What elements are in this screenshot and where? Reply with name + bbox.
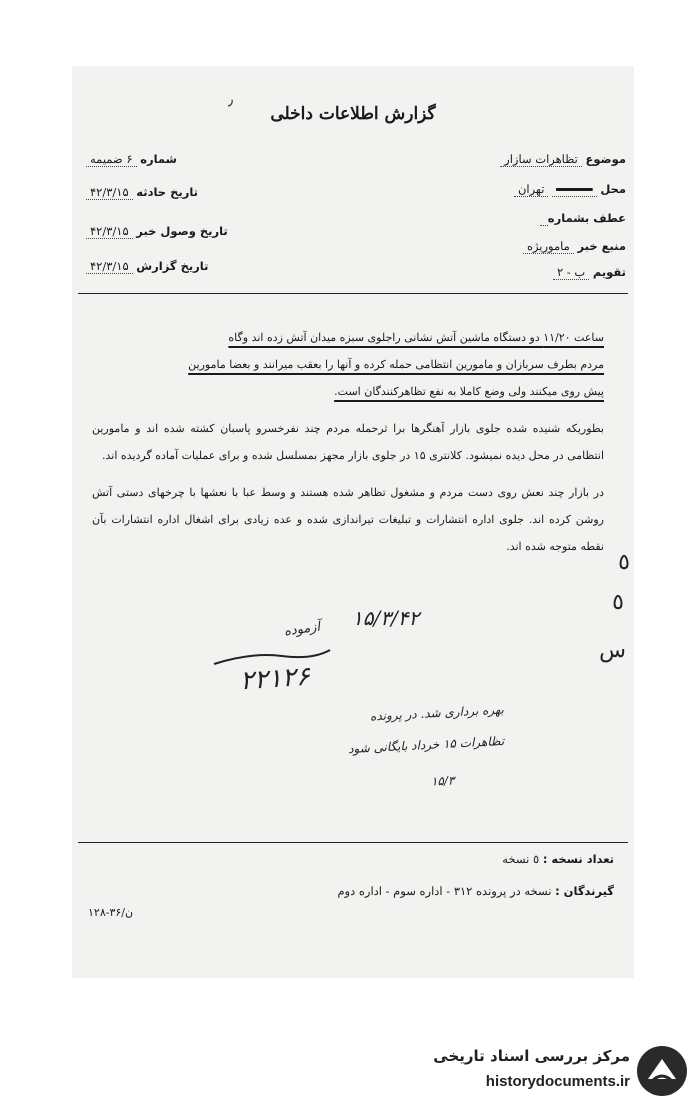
copies-count-label: تعداد نسخه : — [542, 852, 614, 866]
field-number — [86, 152, 177, 166]
field-receipt-date — [86, 224, 228, 238]
archive-logo-name: مرکز بررسی اسناد تاریخی — [433, 1047, 630, 1065]
field-number-label: شماره — [140, 152, 177, 166]
field-number-value: ۶ ضمیمه — [86, 152, 137, 167]
field-source-label: منبع خبر — [577, 239, 626, 253]
archive-logo-url: historydocuments.ir — [485, 1073, 630, 1090]
field-incident-date-value: ۴۲/۳/۱۵ — [86, 185, 133, 200]
margin-mark-3: س — [599, 638, 626, 663]
copies-count-value: ٥ نسخه — [502, 852, 540, 866]
document-reference-number: ۱۲۸-۳۶/ن — [88, 906, 134, 919]
field-subject-label: موضوع — [585, 152, 626, 166]
document-title: گزارش اطلاعات داخلی — [270, 104, 436, 124]
footer-divider — [78, 842, 628, 843]
header-divider — [78, 293, 628, 294]
report-body — [92, 324, 604, 570]
book-icon — [636, 1045, 688, 1097]
field-report-date — [86, 259, 208, 273]
field-incident-date — [86, 185, 198, 199]
handwritten-note-line-3: ۱۵/۳ — [430, 773, 455, 789]
document-page — [72, 66, 634, 978]
field-location — [514, 182, 626, 196]
field-reference-value — [540, 211, 548, 226]
recipients-label: گیرندگان : — [555, 884, 614, 898]
archive-logo — [402, 1041, 692, 1101]
paragraph-1-line-3: پیش روی میکنند ولی وضع کاملا به نفع تظاهرکنندگان است. — [334, 385, 604, 398]
field-subject — [500, 152, 626, 166]
field-subject-value: تظاهرات سازار — [500, 152, 582, 167]
handwritten-date: ۱۵/۳/۴۲ — [352, 606, 420, 630]
recipients — [337, 884, 614, 898]
field-incident-date-label: تاریخ حادثه — [136, 185, 198, 199]
paragraph-2: بطوریکه شنیده شده جلوی بازار آهنگرها برا ثرحمله مردم چند نفرخسرو پاسبان کشته شده اند و مامورین انتظامی در محل دیده نمیشود. کلانتری ۱۵ در جلوی بازار مجهز بمسلسل شده و برای عملیات آماده گردیده اند. — [92, 422, 604, 462]
field-reference-label: عطف بشماره — [547, 211, 626, 225]
field-receipt-date-label: تاریخ وصول خبر — [136, 224, 228, 238]
paragraph-1-line-2: مردم بطرف سربازان و مامورین انتظامی حمله کرده و آنها را بعقب میرانند و بعضا مامورین — [188, 358, 604, 371]
field-report-date-value: ۴۲/۳/۱۵ — [86, 259, 133, 274]
field-calendar-label: تقویم — [592, 265, 626, 279]
margin-mark-2: ٥ — [612, 590, 624, 615]
field-report-date-label: تاریخ گزارش — [136, 259, 209, 273]
copies-count — [502, 852, 614, 866]
handwritten-number: ۲۲۱۲۶ — [239, 661, 311, 697]
paragraph-1-line-1: ساعت ۱۱/۲۰ دو دستگاه ماشین آتش نشانی راجلوی سبزه میدان آتش زده اند وگاه — [228, 331, 604, 344]
field-location-label: محل — [600, 182, 626, 196]
field-calendar — [553, 265, 626, 279]
paragraph-1 — [92, 324, 604, 405]
field-source-value: ماموریژه — [523, 239, 574, 254]
top-mark: ٫ — [228, 90, 234, 109]
field-calendar-value: ب - ۲ — [553, 265, 589, 280]
margin-mark-1: ٥ — [618, 550, 630, 575]
paragraph-3: در بازار چند نعش روی دست مردم و مشغول تظاهر شده هستند و وسط عبا با نعشها با چرخهای دستی آتش روشن کرده اند. جلوی اداره انتشارات و تبلیغات تیراندازی شده و عده زیادی برای اشغال اداره انتشارات بآن نقطه متوجه شده اند. — [92, 486, 604, 553]
field-reference — [540, 211, 626, 225]
field-source — [523, 239, 626, 253]
recipients-value: نسخه در پرونده ۳۱۲ - اداره سوم - اداره دوم — [337, 884, 552, 898]
field-receipt-date-value: ۴۲/۳/۱۵ — [86, 224, 133, 239]
handwritten-signature: آزموده — [283, 619, 322, 640]
field-location-value: تهران — [514, 182, 549, 197]
handwritten-note-line-2: تظاهرات ۱۵ خرداد بایگانی شود — [347, 733, 505, 757]
handwritten-note-line-1: بهره برداری شد. در پرونده — [369, 702, 505, 724]
